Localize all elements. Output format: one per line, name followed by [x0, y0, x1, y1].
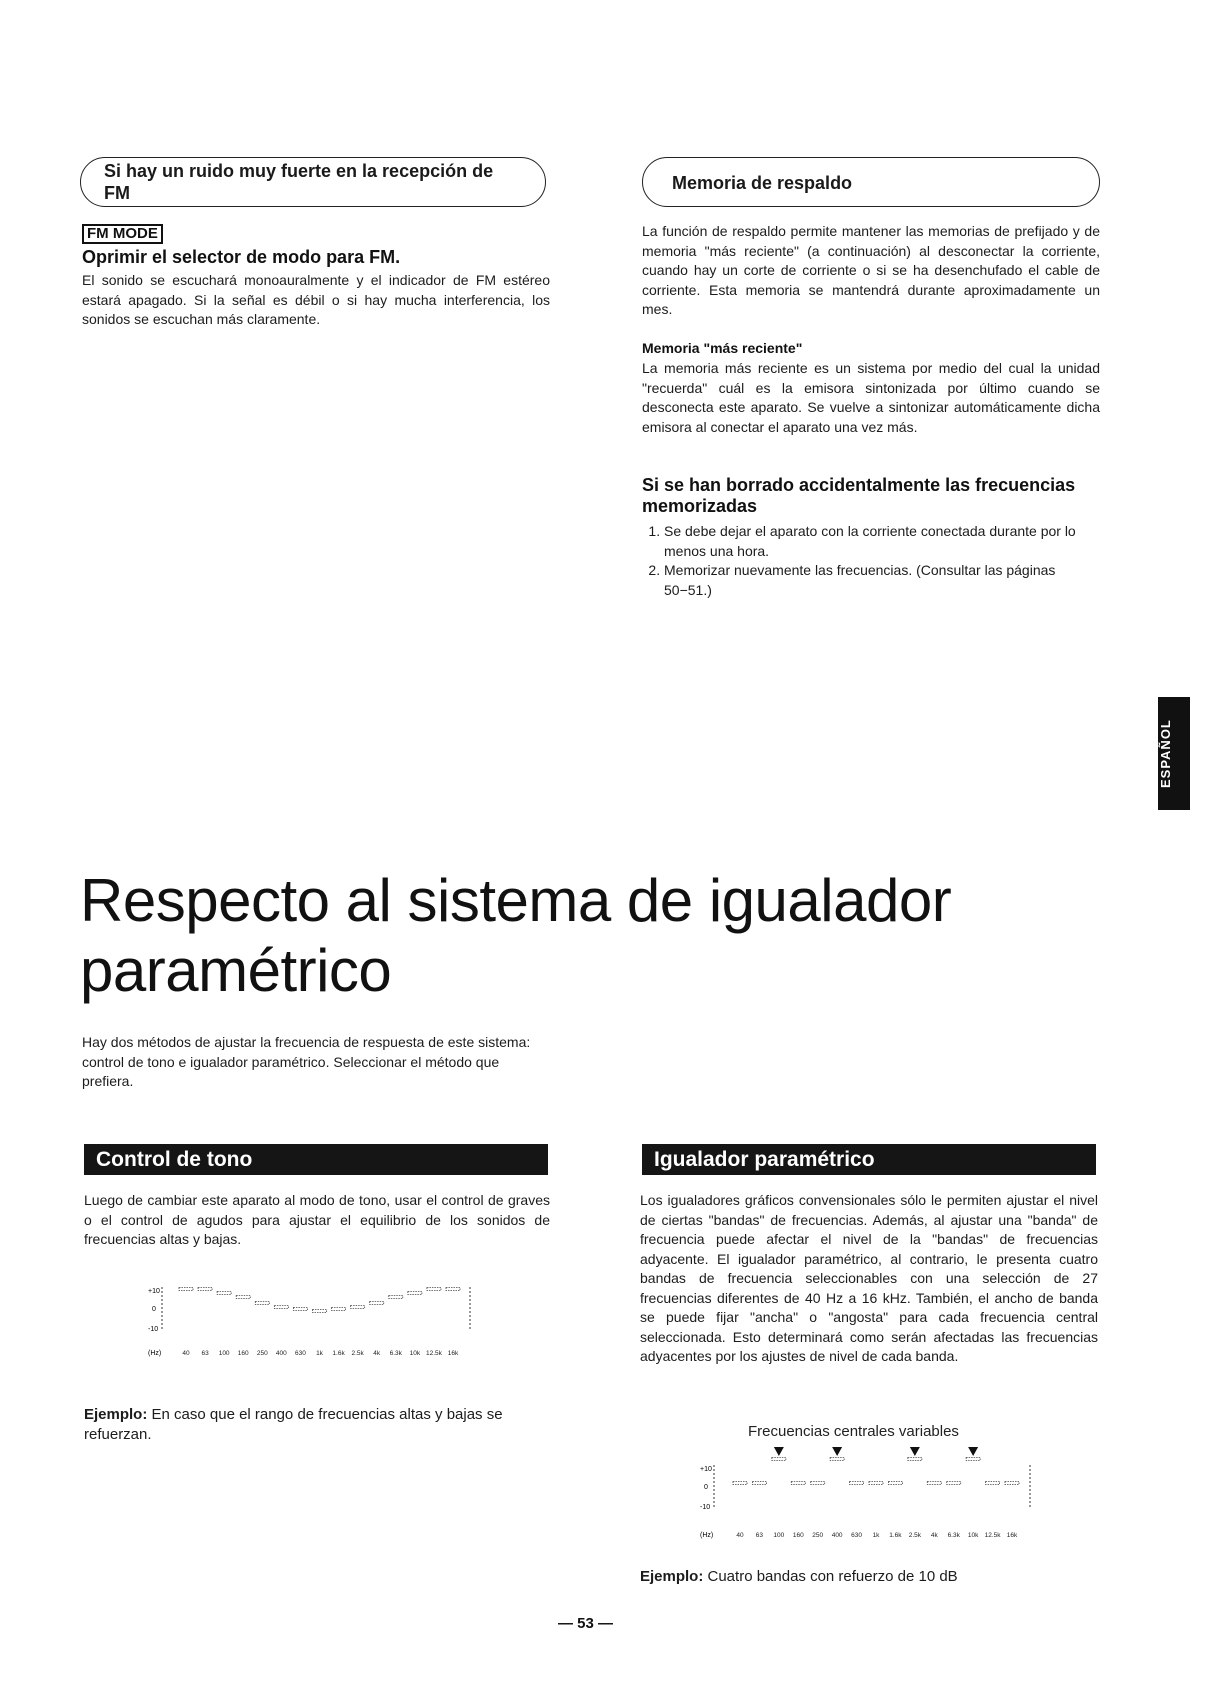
parametric-eq-chart	[700, 1445, 1040, 1545]
center-frequency-arrow-2.5k	[910, 1447, 920, 1456]
data-mark-10k	[408, 1292, 422, 1295]
language-side-tab: ESPAÑOL	[1158, 697, 1190, 810]
data-mark-1k	[313, 1310, 327, 1313]
x-tick-label-10k: 10k	[409, 1350, 421, 1357]
x-unit-label: (Hz)	[700, 1532, 714, 1539]
data-mark-400	[274, 1306, 288, 1309]
page-title: Respecto al sistema de igualador paramétrico	[80, 867, 952, 1004]
x-tick-label-16k: 16k	[1006, 1532, 1018, 1539]
y-label-mid: 0	[152, 1306, 156, 1313]
tone-curve-chart	[148, 1283, 478, 1363]
data-mark-63	[752, 1482, 766, 1485]
y-label-mid: 0	[704, 1484, 708, 1491]
data-mark-10k	[966, 1458, 980, 1461]
x-tick-label-40: 40	[182, 1350, 190, 1357]
x-tick-label-1.6k: 1.6k	[332, 1350, 345, 1357]
tone-control-title-bar: Control de tono	[84, 1144, 548, 1175]
x-tick-label-6.3k: 6.3k	[389, 1350, 402, 1357]
x-tick-label-1k: 1k	[316, 1350, 323, 1357]
instruction-heading: Oprimir el selector de modo para FM.	[82, 247, 401, 267]
x-tick-label-63: 63	[755, 1532, 764, 1539]
x-tick-label-10k: 10k	[967, 1532, 979, 1539]
data-mark-160	[791, 1482, 805, 1485]
data-mark-16k	[446, 1288, 460, 1291]
x-tick-label-1k: 1k	[872, 1532, 880, 1539]
list-item: 1. Se debe dejar el aparato con la corriente conectada durante por lo menos una hora.	[664, 522, 1102, 561]
data-mark-100	[217, 1292, 231, 1295]
data-mark-63	[198, 1288, 212, 1291]
section-title-fm-noise: Si hay un ruido muy fuerte en la recepción de FM	[104, 161, 494, 203]
x-tick-label-100: 100	[773, 1532, 785, 1539]
data-mark-6.3k	[947, 1482, 961, 1485]
data-mark-1k	[869, 1482, 883, 1485]
data-mark-40	[179, 1288, 193, 1291]
x-tick-label-250: 250	[812, 1532, 824, 1539]
peq-body-text: Los igualadores gráficos convensionales sólo le permiten ajustar el nivel de ciertas "bandas" de frecuencias. Además, al ajustar una "banda" de frecuencia puede afectar el nivel de la "bandas" de frecuencias adyacente. El igualador paramétrico, al contrario, le presenta cuatro bandas de frecuencia seleccionables con una selección de 27 frecuencias diferentes de 40 Hz a 16 kHz. También, el ancho de banda se puede fijar "ancha" o "angosta" para cada frecuencia central seleccionada. Esto determinará como serán afectadas las frecuencias adyacentes por los ajustes de nivel de cada banda.	[640, 1192, 1098, 1364]
x-tick-label-160: 160	[792, 1532, 804, 1539]
x-tick-label-1.6k: 1.6k	[889, 1532, 902, 1539]
data-mark-160	[236, 1296, 250, 1299]
data-mark-400	[830, 1458, 844, 1461]
y-label-bottom: -10	[148, 1326, 159, 1333]
x-tick-label-6.3k: 6.3k	[947, 1532, 960, 1539]
data-mark-2.5k	[351, 1306, 365, 1309]
x-tick-label-160: 160	[237, 1350, 249, 1357]
data-mark-40	[733, 1482, 747, 1485]
y-axis-left	[700, 1465, 714, 1511]
data-mark-100	[772, 1458, 786, 1461]
recent-memory-text: La memoria más reciente es un sistema por medio del cual la unidad "recuerda" cuál es la emisora sintonizada por último cuando se desconecta este aparato. Se vuelve a sintonizar automáticamente dicha emisora al conectar el aparato una vez más.	[642, 360, 1100, 435]
data-mark-16k	[1005, 1482, 1019, 1485]
x-tick-label-400: 400	[275, 1350, 287, 1357]
data-mark-4k	[370, 1302, 384, 1305]
parametric-eq-title-bar: Igualador paramétrico	[642, 1144, 1096, 1175]
backup-intro-text: La función de respaldo permite mantener las memorias de prefijado y de memoria "más reciente" (a continuación) al desconectar la corriente, cuando hay un corte de corriente o si se ha desenchufado el cable de corriente. Esta memoria se mantendrá durante aproximadamente un mes.	[642, 223, 1100, 317]
x-tick-label-630: 630	[294, 1350, 306, 1357]
data-mark-630	[293, 1308, 307, 1311]
center-frequency-arrow-400	[832, 1447, 842, 1456]
y-label-top: +10	[700, 1466, 712, 1473]
data-mark-12.5k	[986, 1482, 1000, 1485]
x-tick-label-4k: 4k	[930, 1532, 938, 1539]
data-mark-1.6k	[332, 1308, 346, 1311]
main-intro-text: Hay dos métodos de ajustar la frecuencia de respuesta de este sistema: control de tono e igualador paramétrico. Seleccionar el método que prefiera.	[82, 1034, 531, 1089]
data-mark-1.6k	[888, 1482, 902, 1485]
tone-body-text: Luego de cambiar este aparato al modo de tono, usar el control de graves o el control de agudos para ajustar el equilibrio de los sonidos de frecuencias altas y bajas.	[84, 1192, 550, 1247]
recent-memory-subtitle: Memoria "más reciente"	[642, 340, 803, 356]
x-tick-label-16k: 16k	[447, 1350, 459, 1357]
data-mark-2.5k	[908, 1458, 922, 1461]
section-title-backup-memory: Memoria de respaldo	[672, 173, 853, 193]
data-mark-630	[850, 1482, 864, 1485]
x-tick-label-2.5k: 2.5k	[908, 1532, 922, 1539]
center-frequency-arrow-100	[774, 1447, 784, 1456]
list-item: 2. Memorizar nuevamente las frecuencias. (Consultar las páginas 50−51.)	[664, 561, 1102, 600]
x-tick-label-12.5k: 12.5k	[425, 1350, 442, 1357]
x-tick-label-250: 250	[256, 1350, 268, 1357]
y-label-top: +10	[148, 1288, 160, 1295]
x-tick-label-40: 40	[736, 1532, 744, 1539]
data-mark-250	[255, 1302, 269, 1305]
x-tick-label-400: 400	[831, 1532, 843, 1539]
y-axis-left	[148, 1287, 162, 1333]
x-tick-label-2.5k: 2.5k	[351, 1350, 364, 1357]
fm-body-text: El sonido se escuchará monoauralmente y el indicador de FM estéreo estará apagado. Si la señal es débil o si hay mucha interferencia, los sonidos se escuchan más claramente.	[82, 272, 550, 327]
center-frequency-arrow-10k	[968, 1447, 978, 1456]
data-mark-4k	[927, 1482, 941, 1485]
fm-mode-button-label: FM MODE	[82, 224, 163, 244]
y-label-bottom: -10	[700, 1504, 711, 1511]
peq-example: Ejemplo: Cuatro bandas con refuerzo de 10 dB	[640, 1568, 958, 1585]
erased-frequencies-heading: Si se han borrado accidentalmente las frecuencias memorizadas	[642, 475, 1076, 516]
x-unit-label: (Hz)	[148, 1350, 162, 1357]
x-tick-label-4k: 4k	[373, 1350, 381, 1357]
x-tick-label-100: 100	[218, 1350, 230, 1357]
data-mark-12.5k	[427, 1288, 441, 1291]
data-mark-250	[811, 1482, 825, 1485]
x-tick-label-630: 630	[851, 1532, 863, 1539]
page-number: — 53 —	[558, 1615, 614, 1632]
x-tick-label-63: 63	[201, 1350, 209, 1357]
x-tick-label-12.5k: 12.5k	[984, 1532, 1001, 1539]
tone-example: Ejemplo: En caso que el rango de frecuencias altas y bajas se refuerzan.	[84, 1406, 503, 1443]
data-mark-6.3k	[389, 1296, 403, 1299]
chart-caption: Frecuencias centrales variables	[748, 1423, 959, 1440]
erased-steps-list	[642, 522, 1102, 600]
